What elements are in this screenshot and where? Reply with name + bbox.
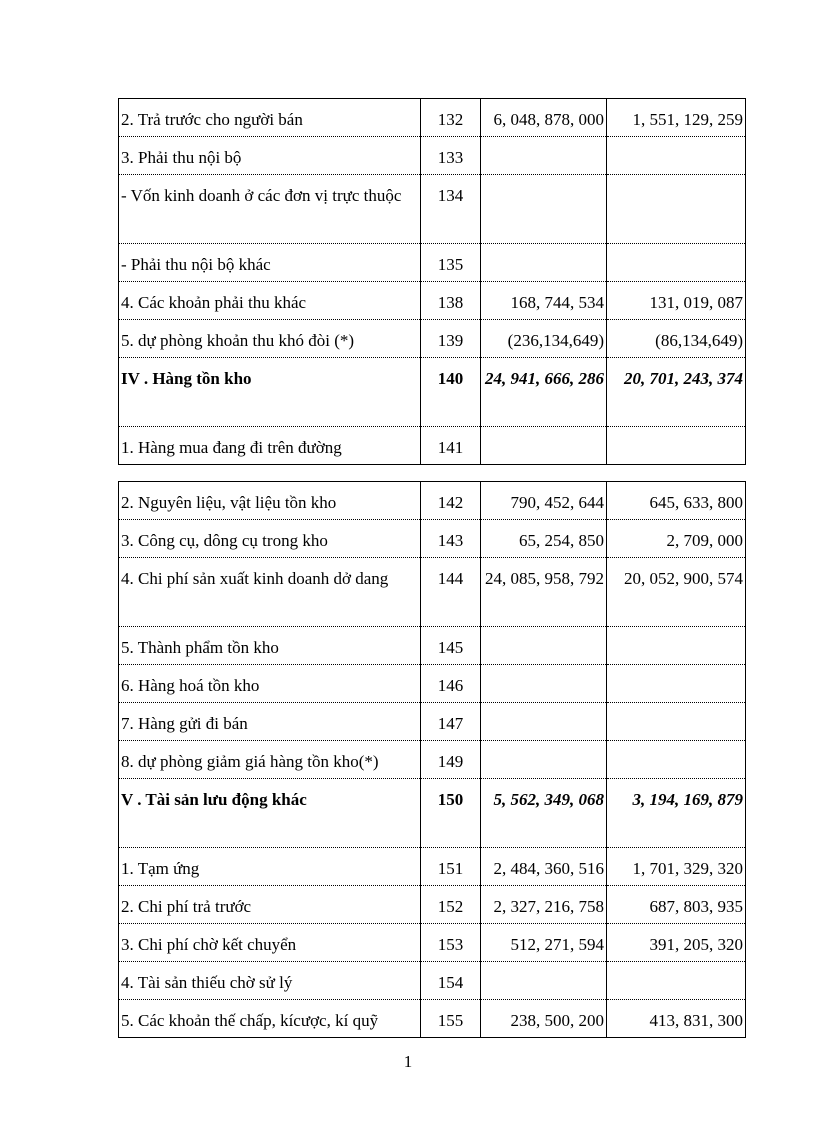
- closing-balance: [481, 665, 607, 703]
- item-code: 133: [421, 137, 481, 175]
- opening-balance: [607, 175, 746, 244]
- closing-balance: 24, 085, 958, 792: [481, 558, 607, 627]
- opening-balance: [607, 665, 746, 703]
- item-name: 5. Thành phẩm tồn kho: [119, 627, 421, 665]
- table-row: [119, 244, 746, 282]
- opening-balance: [607, 741, 746, 779]
- item-name: 5. Các khoản thế chấp, kícược, kí quỹ: [119, 1000, 421, 1038]
- opening-balance: 687, 803, 935: [607, 886, 746, 924]
- item-name: 4. Chi phí sản xuất kinh doanh dở dang: [119, 558, 421, 627]
- opening-balance: [607, 962, 746, 1000]
- item-code: 135: [421, 244, 481, 282]
- table-row: [119, 137, 746, 175]
- item-name: 6. Hàng hoá tồn kho: [119, 665, 421, 703]
- item-code: 134: [421, 175, 481, 244]
- closing-balance: 6, 048, 878, 000: [481, 99, 607, 137]
- opening-balance: 20, 052, 900, 574: [607, 558, 746, 627]
- balance-sheet-table-2: [118, 481, 746, 1038]
- table-row: [119, 520, 746, 558]
- section-heading-row: [119, 358, 746, 427]
- item-name: - Vốn kinh doanh ở các đơn vị trực thuộc: [119, 175, 421, 244]
- closing-balance: 2, 327, 216, 758: [481, 886, 607, 924]
- item-name: 3. Chi phí chờ kết chuyển: [119, 924, 421, 962]
- opening-balance: 131, 019, 087: [607, 282, 746, 320]
- item-code: 141: [421, 427, 481, 465]
- item-name: 7. Hàng gửi đi bán: [119, 703, 421, 741]
- item-name: 4. Tài sản thiếu chờ sử lý: [119, 962, 421, 1000]
- item-name: - Phải thu nội bộ khác: [119, 244, 421, 282]
- opening-balance: (86,134,649): [607, 320, 746, 358]
- table-row: [119, 886, 746, 924]
- table-row: [119, 99, 746, 137]
- table-row: [119, 320, 746, 358]
- table-row: [119, 665, 746, 703]
- table-row: [119, 558, 746, 627]
- opening-balance: 20, 701, 243, 374: [607, 358, 746, 427]
- item-code: 145: [421, 627, 481, 665]
- table-row: [119, 741, 746, 779]
- item-name: 8. dự phòng giảm giá hàng tồn kho(*): [119, 741, 421, 779]
- item-name: 3. Phải thu nội bộ: [119, 137, 421, 175]
- opening-balance: [607, 427, 746, 465]
- opening-balance: [607, 627, 746, 665]
- table-row: [119, 703, 746, 741]
- closing-balance: 168, 744, 534: [481, 282, 607, 320]
- item-code: 153: [421, 924, 481, 962]
- item-code: 144: [421, 558, 481, 627]
- table-row: [119, 1000, 746, 1038]
- item-code: 142: [421, 482, 481, 520]
- closing-balance: 2, 484, 360, 516: [481, 848, 607, 886]
- table-row: [119, 175, 746, 244]
- section-title: V . Tài sản lưu động khác: [119, 779, 421, 848]
- closing-balance: [481, 703, 607, 741]
- closing-balance: [481, 741, 607, 779]
- item-name: 5. dự phòng khoản thu khó đòi (*): [119, 320, 421, 358]
- closing-balance: 5, 562, 349, 068: [481, 779, 607, 848]
- table-row: [119, 848, 746, 886]
- table-row: [119, 282, 746, 320]
- closing-balance: [481, 175, 607, 244]
- item-name: 3. Công cụ, dông cụ trong kho: [119, 520, 421, 558]
- opening-balance: [607, 244, 746, 282]
- opening-balance: [607, 703, 746, 741]
- opening-balance: 2, 709, 000: [607, 520, 746, 558]
- closing-balance: [481, 244, 607, 282]
- item-name: 2. Nguyên liệu, vật liệu tồn kho: [119, 482, 421, 520]
- item-code: 138: [421, 282, 481, 320]
- opening-balance: 1, 551, 129, 259: [607, 99, 746, 137]
- item-code: 132: [421, 99, 481, 137]
- closing-balance: (236,134,649): [481, 320, 607, 358]
- item-code: 149: [421, 741, 481, 779]
- item-name: 4. Các khoản phải thu khác: [119, 282, 421, 320]
- table-row: [119, 627, 746, 665]
- closing-balance: [481, 962, 607, 1000]
- table-row: [119, 482, 746, 520]
- item-code: 140: [421, 358, 481, 427]
- page-number: 1: [403, 1052, 413, 1071]
- balance-sheet-table-1: [118, 98, 746, 465]
- item-code: 151: [421, 848, 481, 886]
- item-name: 1. Tạm ứng: [119, 848, 421, 886]
- closing-balance: 24, 941, 666, 286: [481, 358, 607, 427]
- closing-balance: 790, 452, 644: [481, 482, 607, 520]
- closing-balance: 238, 500, 200: [481, 1000, 607, 1038]
- opening-balance: 391, 205, 320: [607, 924, 746, 962]
- item-code: 146: [421, 665, 481, 703]
- item-code: 154: [421, 962, 481, 1000]
- closing-balance: [481, 137, 607, 175]
- item-name: 2. Trả trước cho người bán: [119, 99, 421, 137]
- item-code: 155: [421, 1000, 481, 1038]
- closing-balance: [481, 627, 607, 665]
- item-code: 152: [421, 886, 481, 924]
- item-name: 1. Hàng mua đang đi trên đường: [119, 427, 421, 465]
- closing-balance: 512, 271, 594: [481, 924, 607, 962]
- item-code: 147: [421, 703, 481, 741]
- opening-balance: 1, 701, 329, 320: [607, 848, 746, 886]
- section-heading-row: [119, 779, 746, 848]
- item-name: 2. Chi phí trả trước: [119, 886, 421, 924]
- item-code: 139: [421, 320, 481, 358]
- closing-balance: 65, 254, 850: [481, 520, 607, 558]
- opening-balance: 413, 831, 300: [607, 1000, 746, 1038]
- section-title: IV . Hàng tồn kho: [119, 358, 421, 427]
- item-code: 150: [421, 779, 481, 848]
- table-row: [119, 427, 746, 465]
- opening-balance: [607, 137, 746, 175]
- opening-balance: 3, 194, 169, 879: [607, 779, 746, 848]
- item-code: 143: [421, 520, 481, 558]
- table-row: [119, 962, 746, 1000]
- closing-balance: [481, 427, 607, 465]
- table-row: [119, 924, 746, 962]
- opening-balance: 645, 633, 800: [607, 482, 746, 520]
